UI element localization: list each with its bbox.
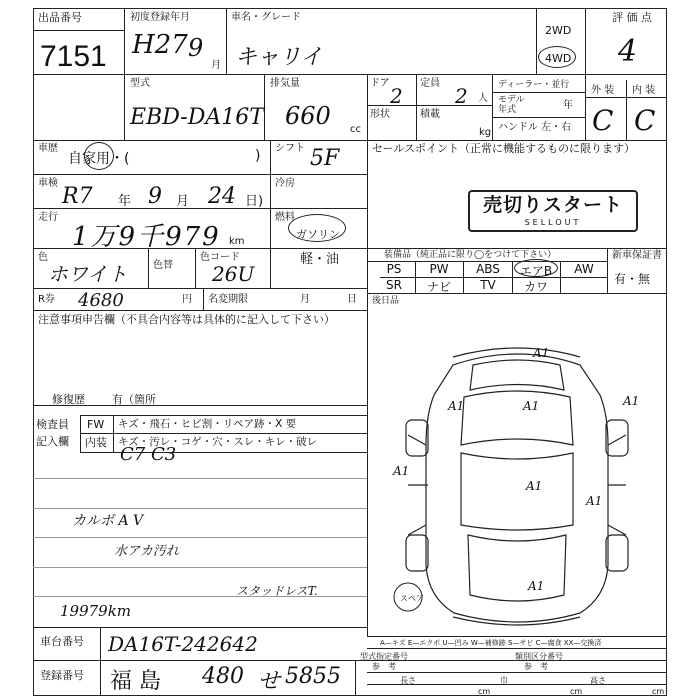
shape-label: 形状	[370, 109, 390, 120]
note-4: 19979km	[60, 602, 132, 620]
interior-label: 内 装	[632, 85, 656, 96]
color-value: ホワイト	[48, 262, 128, 286]
inspection-month: 9	[148, 184, 162, 209]
color-label: 色	[38, 252, 48, 263]
model-year-label: モデル	[498, 95, 525, 105]
model-spec-label: 型式指定番号	[360, 652, 408, 661]
name-grade-label: 車名・グレード	[231, 12, 301, 23]
displacement-label: 排気量	[270, 78, 300, 89]
year-unit: 年	[563, 100, 573, 111]
capacity-value: 2	[455, 84, 468, 108]
spare-label: スペア	[400, 594, 424, 603]
capacity-unit: 人	[478, 93, 488, 104]
length-cm: cm	[478, 687, 491, 696]
km-unit: km	[229, 236, 245, 247]
color-code-value: 26U	[212, 262, 255, 286]
mark-left-door: A1	[393, 464, 410, 478]
fw-label: FW	[87, 418, 105, 431]
note-2: 水アカ汚れ	[114, 544, 179, 559]
drive-4wd: 4WD	[545, 52, 572, 65]
drive-2wd: 2WD	[545, 24, 572, 37]
width-label: 巾	[500, 676, 508, 685]
inspector-label2: 記入欄	[36, 435, 69, 448]
sales-points-label: セールスポイント（正常に機能するものに限ります）	[372, 142, 636, 155]
nc-month-unit: 月	[300, 294, 310, 305]
lot-number: 7151	[40, 40, 107, 73]
recycle-label: R券	[38, 294, 55, 305]
drive-4wd-circle	[538, 46, 576, 68]
doors-label: ドア	[370, 78, 390, 89]
name-grade-value: キャリイ	[235, 45, 323, 70]
inspection-label: 車検	[38, 178, 58, 189]
stamp-sub: SELLOUT	[524, 218, 582, 227]
warranty-value: 有・無	[614, 272, 651, 286]
length-label: 長さ	[400, 676, 416, 685]
chassis-value: DA16T-242642	[108, 632, 258, 656]
height-label: 高さ	[590, 676, 606, 685]
equip-aw: AW	[574, 262, 594, 276]
nc-day-unit: 日	[347, 294, 357, 305]
model-label: 型式	[130, 78, 150, 89]
reg-label: 登録番号	[40, 669, 84, 682]
first-reg-label: 初度登録年月	[130, 12, 190, 23]
handle-label: ハンドル 左・右	[498, 122, 572, 133]
mark-cabin: A1	[526, 479, 543, 493]
chassis-label: 車台番号	[40, 635, 84, 648]
interior-value: C	[634, 104, 656, 137]
equip-abs: ABS	[476, 262, 500, 276]
height-cm: cm	[652, 687, 665, 696]
interior-items: キズ・汚レ・コゲ・穴・スレ・キレ・破レ	[118, 436, 318, 448]
history-label: 車歴	[38, 143, 58, 154]
capacity-label: 定員	[420, 78, 440, 89]
reg-number: 5855	[285, 664, 341, 689]
inspector-label: 検査員	[36, 418, 69, 431]
color-change-label: 色替	[153, 260, 173, 271]
yen-unit: 円	[182, 294, 192, 305]
history-close: )	[255, 148, 261, 164]
fuel-label: 燃料	[275, 212, 295, 223]
notes-label: 注意事項申告欄（不具合内容等は具体的に記入して下さい）	[38, 313, 335, 326]
equip-navi: ナビ	[426, 280, 451, 294]
later-items-label: 後日品	[372, 296, 400, 306]
equipment-label: 装備品（純正品に限り◯をつけて下さい）	[384, 250, 557, 260]
note-1: カルボ A V	[72, 513, 144, 529]
model-value: EBD-DA16T	[130, 105, 264, 130]
shift-value: 5F	[310, 146, 340, 171]
name-change-label: 名変期限	[208, 294, 248, 305]
month-unit: 月	[211, 60, 221, 71]
model-spec-ref: 参 考	[372, 662, 396, 671]
mark-right-door: A1	[586, 494, 603, 508]
first-reg-month: 9	[188, 34, 204, 62]
reg-class: 480	[202, 664, 244, 689]
shift-label: シフト	[275, 143, 305, 154]
equip-ps: PS	[386, 262, 402, 276]
mileage-value: 1万9千979	[72, 222, 221, 252]
fw-items: キズ・飛石・ヒビ割・リペア跡・X 要	[118, 418, 297, 430]
mark-right-front: A1	[623, 394, 640, 408]
ac-label: 冷房	[275, 178, 295, 189]
score-label: 評 価 点	[612, 11, 652, 24]
mark-roof: A1	[533, 346, 550, 360]
inspection-day-unit: 日)	[245, 194, 264, 209]
interior-handwritten: C7 C3	[120, 444, 177, 465]
inspection-day: 24	[208, 184, 236, 209]
load-label: 積載	[420, 109, 440, 120]
repair-paren: 有（箇所	[112, 393, 156, 406]
doors-value: 2	[390, 84, 403, 108]
airbag-circle	[514, 259, 558, 277]
class-label: 類別区分番号	[515, 652, 563, 661]
lot-label: 出品番号	[38, 11, 82, 24]
inspection-era: R7	[62, 184, 93, 209]
fuel-light: 軽・油	[300, 252, 340, 267]
equip-airbag: エアB	[519, 264, 553, 278]
recycle-value: 4680	[78, 290, 124, 311]
reg-place: 福 島	[110, 669, 161, 694]
load-unit: kg	[479, 127, 492, 138]
dealer-label: ディーラー・並行	[498, 80, 570, 90]
inspection-month-unit: 月	[176, 194, 190, 209]
fuel-gas-circle	[288, 214, 346, 242]
equip-sr: SR	[386, 278, 402, 292]
stamp-main: 売切りスタート	[482, 194, 623, 216]
displacement-value: 660	[285, 102, 331, 130]
equip-tv: TV	[480, 278, 496, 292]
sellout-stamp	[468, 190, 638, 232]
damage-legend: A—キズ E—エクボ U—凹み W—補修跡 S—サビ C—腐食 XX—交換済	[380, 639, 602, 647]
mileage-label: 走行	[38, 212, 58, 223]
reg-kana: せ	[258, 669, 281, 694]
class-ref: 参 考	[524, 662, 548, 671]
color-code-label: 色コード	[200, 252, 240, 263]
mark-rear: A1	[528, 579, 545, 593]
model-year-label2: 年式	[498, 105, 517, 115]
mark-left-front: A1	[448, 399, 465, 413]
fuel-gas: ガソリン	[296, 228, 340, 241]
note-3: スタッドレスT.	[236, 584, 318, 598]
score-value: 4	[618, 34, 638, 69]
displacement-unit: cc	[350, 124, 361, 135]
equip-leather: カワ	[523, 280, 548, 294]
repair-label: 修復歴	[52, 393, 85, 406]
exterior-value: C	[592, 104, 614, 137]
history-value: 自家用・(	[68, 151, 130, 167]
history-circle	[84, 142, 114, 170]
inspection-year-unit: 年	[118, 194, 132, 209]
mark-hood: A1	[523, 399, 540, 413]
equip-pw: PW	[429, 262, 449, 276]
warranty-label: 新車保証書	[612, 250, 662, 261]
width-cm: cm	[570, 687, 583, 696]
first-reg-year: H27	[132, 30, 188, 60]
exterior-label: 外 装	[591, 85, 615, 96]
car-diagram	[368, 335, 666, 635]
interior-row-label: 内装	[85, 436, 107, 449]
